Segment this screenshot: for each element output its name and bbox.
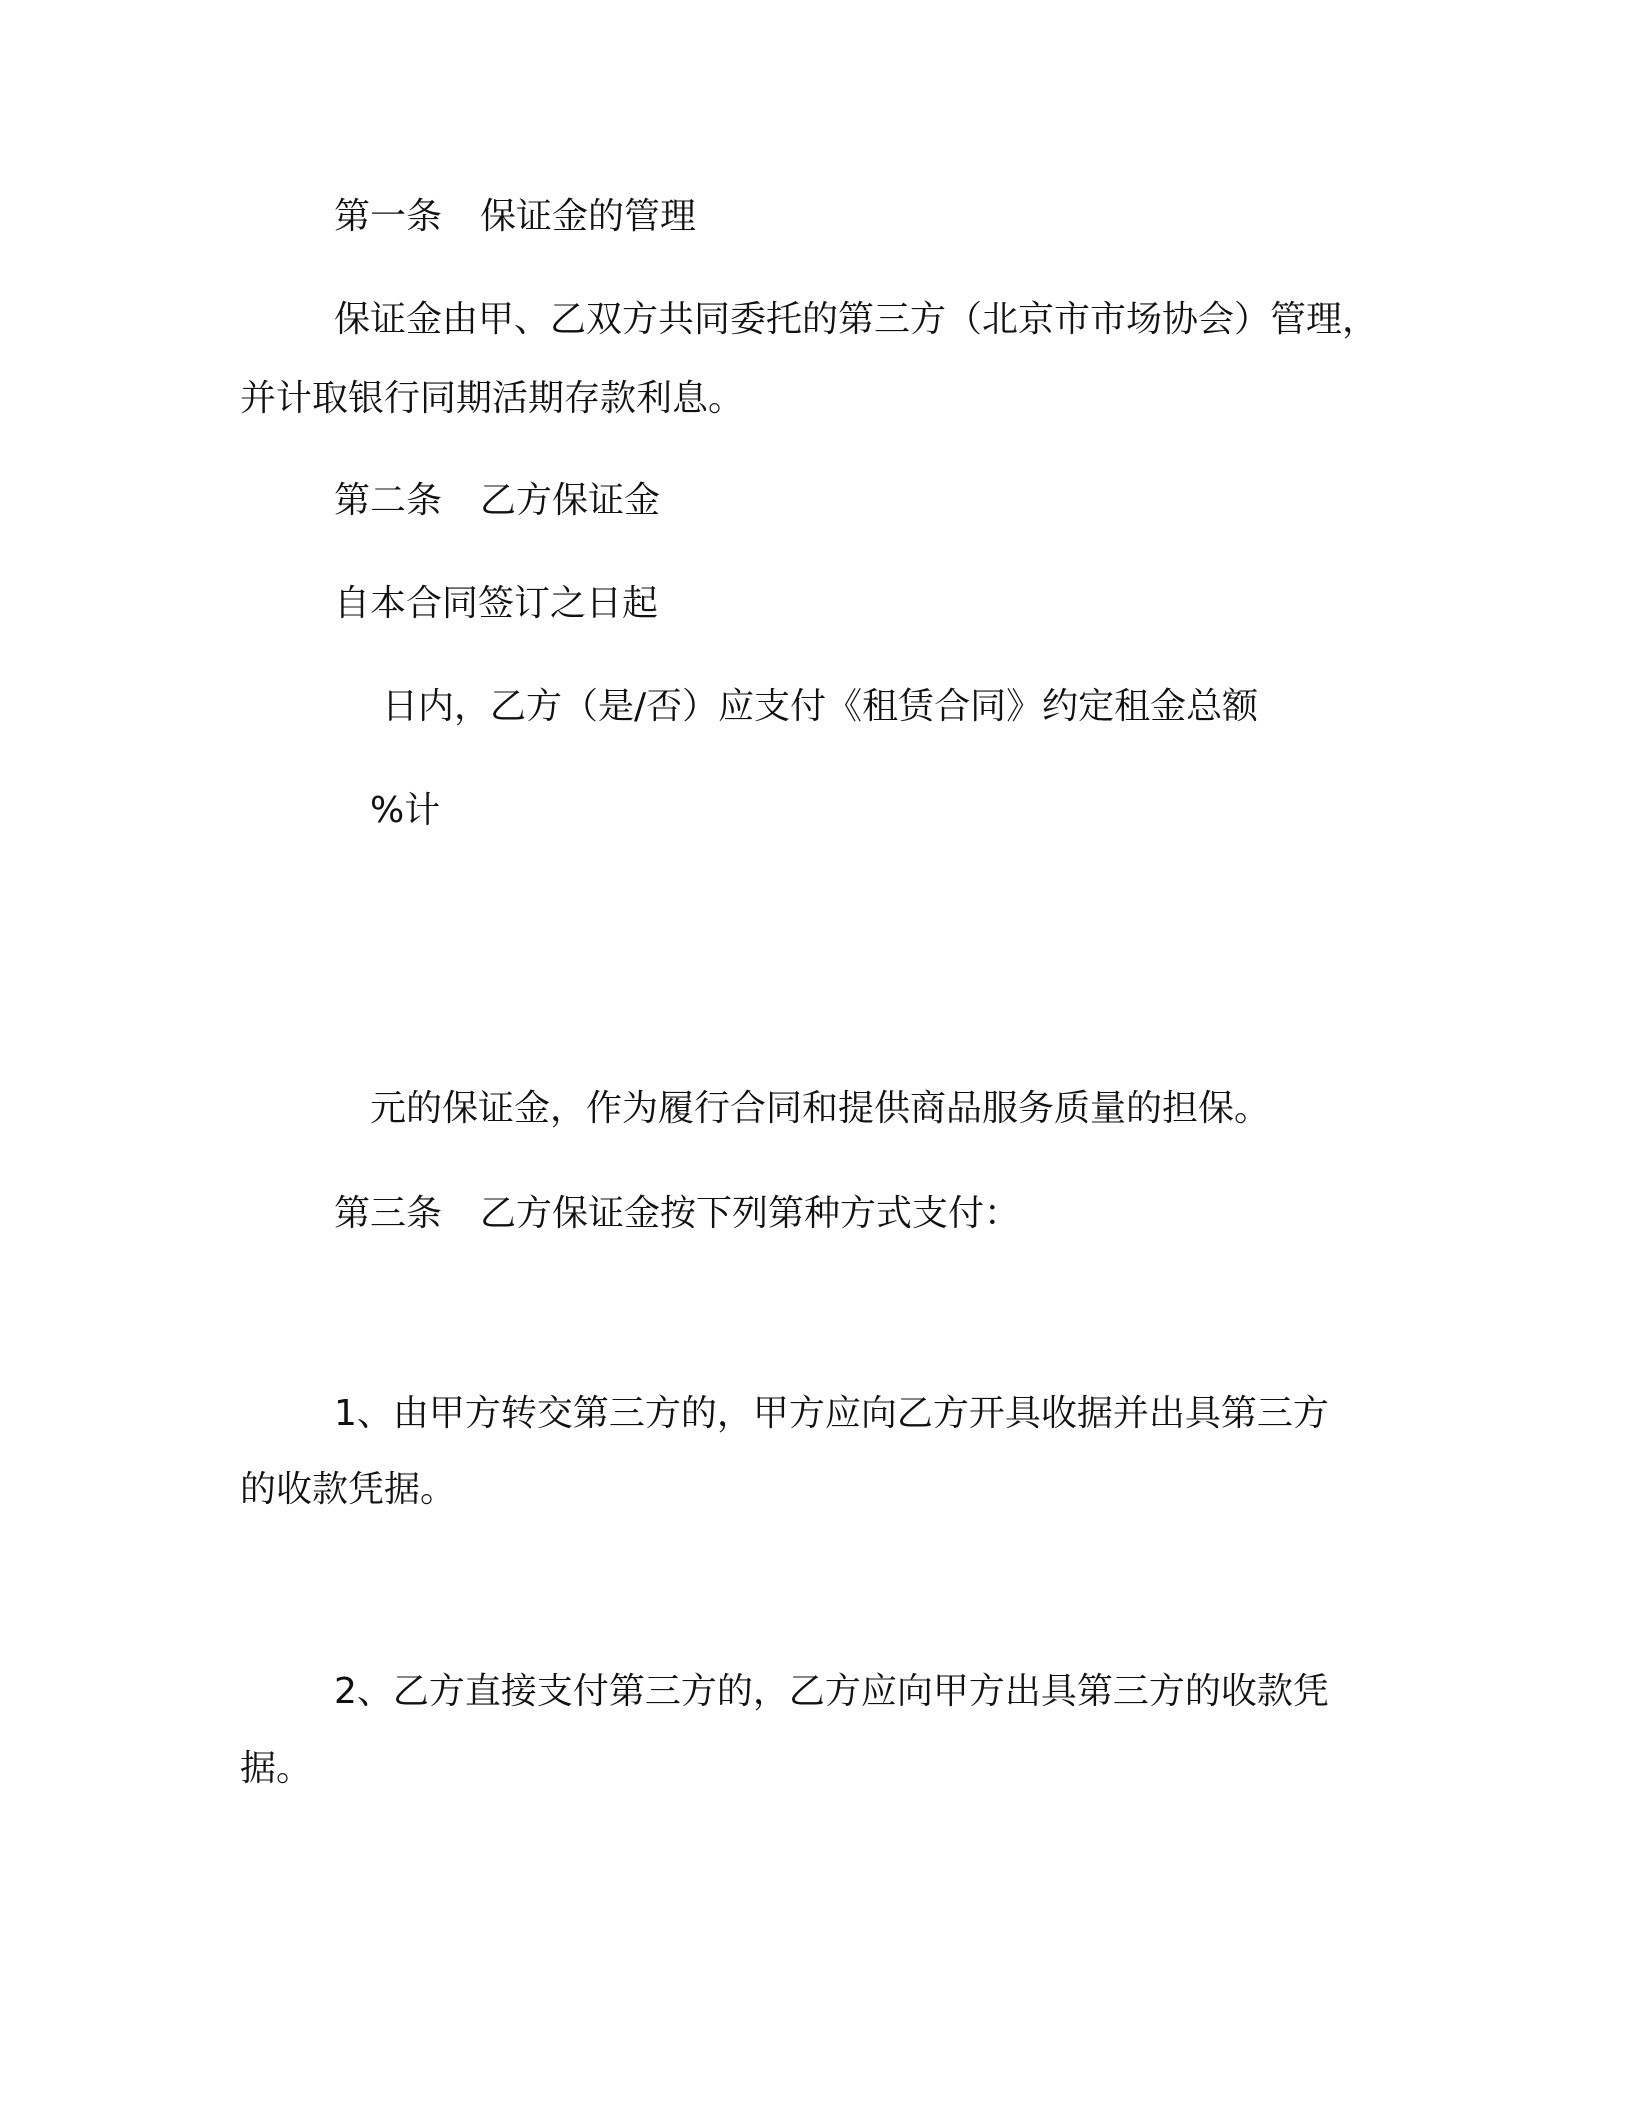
article3-title: 乙方保证金按下列第种方式支付： [480,1193,1021,1234]
article3-item2-line2: 据。 [240,1748,313,1789]
article1-heading [334,195,696,239]
article2-line4: 元的保证金，作为履行合同和提供商品服务质量的担保。 [370,1088,1271,1129]
article3-number: 第三条 [334,1193,443,1234]
article2-line3: %计 [370,790,441,831]
article3-item1-line1: 1、由甲方转交第三方的，甲方应向乙方开具收据并出具第三方 [334,1393,1329,1434]
article3-heading [334,1192,1020,1236]
article2-line2: 日内，乙方（是/否）应支付《租赁合同》约定租金总额 [382,686,1259,727]
article2-heading [334,479,660,523]
article3-item1-line2: 的收款凭据。 [240,1469,457,1510]
article1-body-line2: 并计取银行同期活期存款利息。 [240,378,745,419]
article3-item2-line1: 2、乙方直接支付第三方的，乙方应向甲方出具第三方的收款凭 [334,1671,1329,1712]
article2-title: 乙方保证金 [480,480,661,521]
article1-body-line1: 保证金由甲、乙双方共同委托的第三方（北京市市场协会）管理， [334,299,1379,340]
article2-number: 第二条 [334,480,443,521]
article1-number: 第一条 [334,196,443,237]
article1-title: 保证金的管理 [480,196,697,237]
article2-line1: 自本合同签订之日起 [334,583,659,624]
